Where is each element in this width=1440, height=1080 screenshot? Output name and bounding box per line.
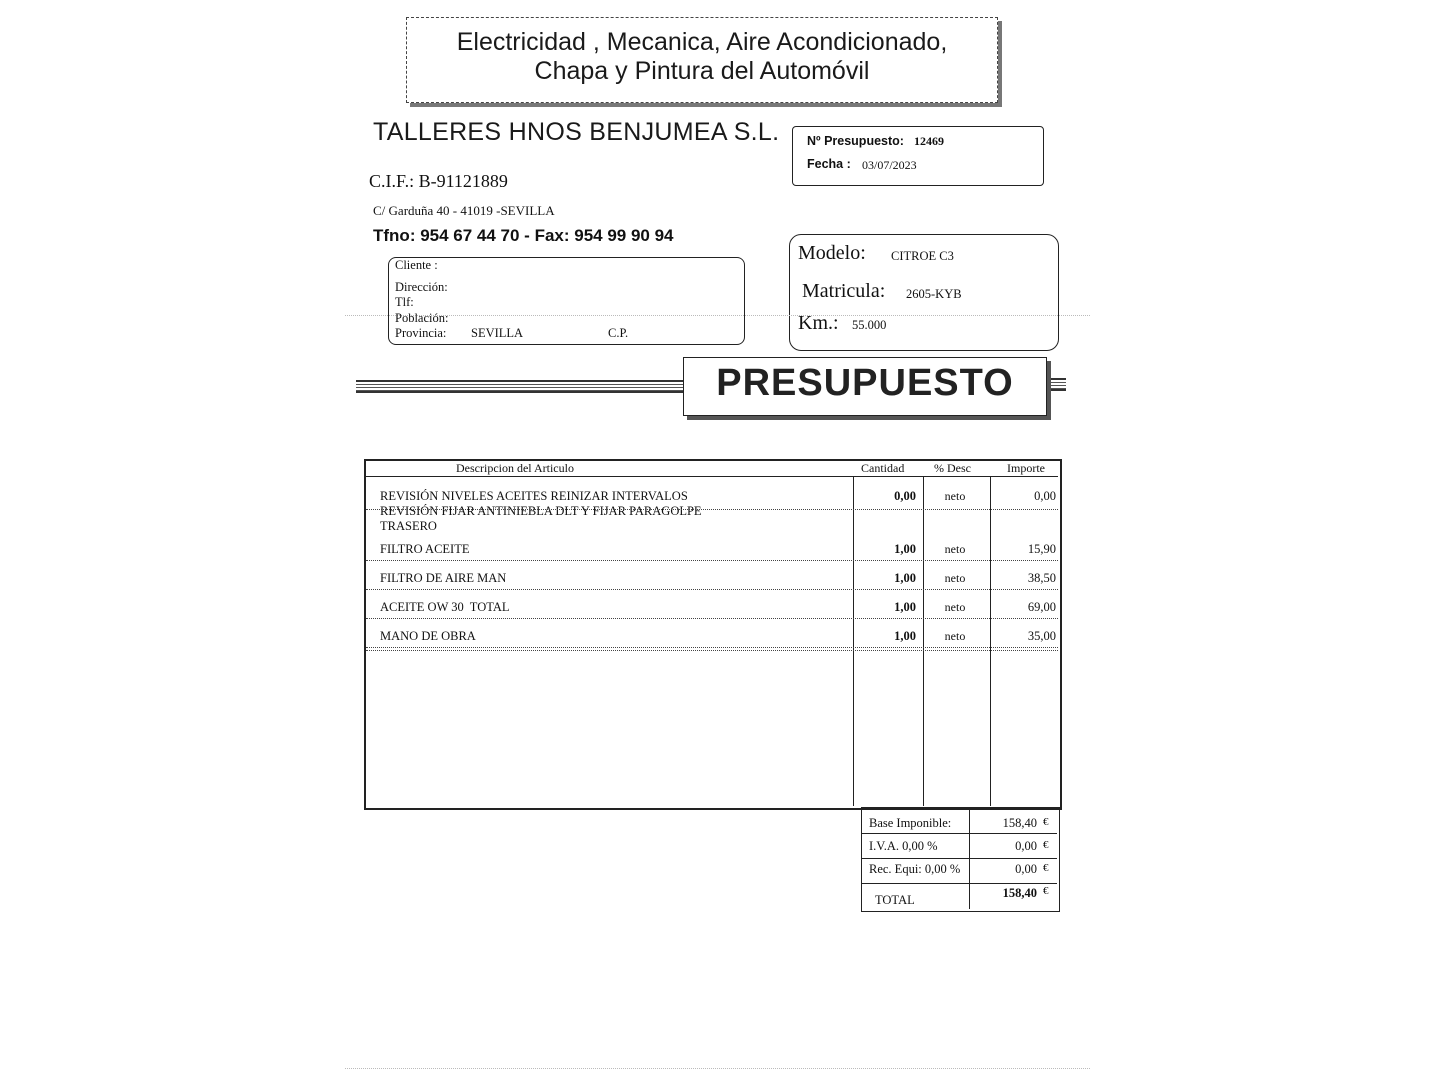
currency-symbol: € xyxy=(1043,885,1049,897)
table-row-amount: 15,90 xyxy=(1027,542,1056,556)
currency-symbol: € xyxy=(1043,862,1049,874)
row-separator xyxy=(366,560,1058,561)
header-amount: Importe xyxy=(1007,461,1045,475)
client-name-label: Cliente : xyxy=(395,258,438,272)
totals-row-divider xyxy=(862,858,1057,859)
client-address-label: Dirección: xyxy=(395,280,448,294)
client-box xyxy=(388,257,745,345)
total-label: TOTAL xyxy=(875,893,915,907)
budget-number: 12469 xyxy=(914,134,944,148)
iva-label: I.V.A. 0,00 % xyxy=(869,839,938,853)
vehicle-box xyxy=(789,234,1059,351)
client-postcode-label: C.P. xyxy=(608,326,629,340)
totals-row-divider xyxy=(862,833,1057,834)
services-line-1: Electricidad , Mecanica, Aire Acondicionado, xyxy=(456,28,948,56)
heading-rule-left xyxy=(356,380,686,393)
row-separator xyxy=(366,509,1058,510)
heading-rule-right xyxy=(1045,378,1066,391)
km-label: Km.: xyxy=(798,312,839,334)
table-row-description: FILTRO ACEITE xyxy=(380,542,470,556)
company-name: TALLERES HNOS BENJUMEA S.L. xyxy=(373,118,780,146)
totals-row-divider xyxy=(862,883,1057,884)
services-banner xyxy=(406,17,998,103)
services-line-2: Chapa y Pintura del Automóvil xyxy=(534,57,870,85)
currency-symbol: € xyxy=(1043,839,1049,851)
table-row-discount: neto xyxy=(944,542,966,556)
company-phone: Tfno: 954 67 44 70 - Fax: 954 99 90 94 xyxy=(373,226,674,245)
document-title-box xyxy=(683,357,1047,416)
table-row-amount: 0,00 xyxy=(1034,489,1056,503)
currency-symbol: € xyxy=(1043,816,1049,828)
model-label: Modelo: xyxy=(798,242,866,264)
scan-bottom-edge xyxy=(345,1068,1090,1069)
budget-date: 03/07/2023 xyxy=(862,158,917,172)
plate-value: 2605-KYB xyxy=(906,287,962,301)
table-row-quantity: 1,00 xyxy=(894,629,916,643)
table-row-description: ACEITE OW 30 TOTAL xyxy=(380,600,510,614)
company-cif: C.I.F.: B-91121889 xyxy=(369,171,508,191)
row-separator xyxy=(366,589,1058,590)
budget-info-box xyxy=(792,126,1044,186)
budget-date-label: Fecha : xyxy=(807,157,851,171)
client-province-value: SEVILLA xyxy=(471,326,524,340)
table-row-discount: neto xyxy=(944,629,966,643)
header-divider xyxy=(366,476,1058,477)
iva-value: 0,00 xyxy=(1015,839,1037,853)
table-row-quantity: 1,00 xyxy=(894,542,916,556)
table-row-discount: neto xyxy=(944,600,966,614)
table-row-description: REVISIÓN NIVELES ACEITES REINIZAR INTERVALOS REVISIÓN FIJAR ANTINIEBLA DLT Y FIJAR PARAGOLPE TRASERO xyxy=(380,489,702,533)
base-value: 158,40 xyxy=(1002,816,1037,830)
table-row-discount: neto xyxy=(944,571,966,585)
client-province-label: Provincia: xyxy=(395,326,447,340)
table-row-amount: 35,00 xyxy=(1027,629,1056,643)
totals-box xyxy=(861,807,1060,912)
table-row-discount: neto xyxy=(944,489,966,503)
client-phone-label: Tlf: xyxy=(395,295,414,309)
company-address: C/ Garduña 40 - 41019 -SEVILLA xyxy=(373,203,555,218)
table-row-quantity: 1,00 xyxy=(894,571,916,585)
rec-value: 0,00 xyxy=(1015,862,1037,876)
model-value: CITROE C3 xyxy=(891,249,954,263)
table-row-amount: 69,00 xyxy=(1027,600,1056,614)
col-divider-3 xyxy=(990,476,991,806)
table-row-amount: 38,50 xyxy=(1027,571,1056,585)
items-table xyxy=(364,459,1062,810)
header-discount: % Desc xyxy=(934,461,971,475)
header-description: Descripcion del Articulo xyxy=(456,461,574,475)
row-separator xyxy=(366,647,1058,648)
table-row-quantity: 0,00 xyxy=(894,489,916,503)
client-town-label: Población: xyxy=(395,311,449,325)
budget-number-label: Nº Presupuesto: xyxy=(807,134,904,148)
col-divider-1 xyxy=(853,476,854,806)
row-separator xyxy=(366,650,1058,651)
km-value: 55.000 xyxy=(852,318,887,332)
table-row-description: MANO DE OBRA xyxy=(380,629,476,643)
rec-label: Rec. Equi: 0,00 % xyxy=(869,862,961,876)
header-quantity: Cantidad xyxy=(861,461,905,475)
table-row-quantity: 1,00 xyxy=(894,600,916,614)
table-row-description: FILTRO DE AIRE MAN xyxy=(380,571,507,585)
row-separator xyxy=(366,618,1058,619)
document-title: PRESUPUESTO xyxy=(716,362,1014,404)
base-label: Base Imponible: xyxy=(869,816,952,830)
plate-label: Matricula: xyxy=(802,280,886,302)
total-value: 158,40 xyxy=(1002,886,1037,900)
